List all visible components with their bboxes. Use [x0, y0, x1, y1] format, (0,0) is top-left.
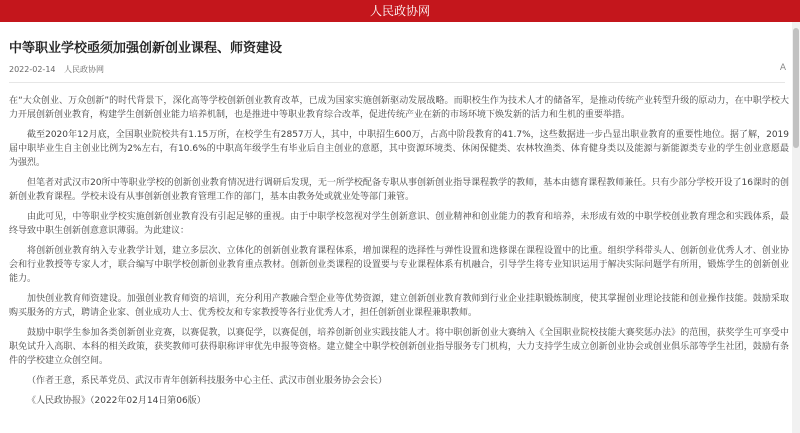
paragraph: 但笔者对武汉市20所中等职业学校的创新创业教育情况进行调研后发现，无一所学校配备专职从事创新创业指导课程教学的教师，基本由德育课程教师兼任。只有少部分学校开设了16课时的创新创业教育课程。学校未设有从事创新创业教育管理工作的部门，基本由教务处或就业处等部门兼管。: [9, 178, 789, 202]
paragraph: 截至2020年12月底，全国职业院校共有1.15万所，在校学生有2857万人，其中，中职招生600万，占高中阶段教育的41.7%，这些数据进一步凸显出职业教育的重要性地位。据了解，2019届中职毕业生自主创业比例为2%左右，有10.6%的中职高年级学生有毕业后自主创业的意愿，其中资源环境类、休闲保健类、农林牧渔类、体育健身类以及能源与新能源类专业的学生创业意愿最为强烈。: [9, 130, 789, 168]
site-title[interactable]: 人民政协网: [369, 4, 430, 18]
top-bar: [0, 0, 800, 22]
paragraph: 由此可见，中等职业学校实施创新创业教育没有引起足够的重视。由于中职学校忽视对学生创新意识、创业精神和创业能力的教育和培养，未形成有效的中职学校创业教育理念和实践体系，最终导致中职生创新创意意识薄弱。为此建议：: [9, 212, 789, 236]
paragraph: 在“大众创业、万众创新”的时代背景下，深化高等学校创新创业教育改革，已成为国家实施创新驱动发展战略。而职校生作为技术人才的储备军，是推动传统产业转型升级的原动力，在中职学校大力开展创新创业教育，构建学生创新创业能力培养机制，也是推进中等职业教育综合改革，促进传统产业在新的市场环境下焕发新的活力和生机的重要举措。: [9, 96, 789, 120]
article-container: [0, 22, 792, 433]
paragraph: 加快创业教育师资建设。加强创业教育师资的培训，充分利用产教融合型企业等优势资源，建立创新创业教育教师到行业企业挂职锻炼制度，使其掌握创业理论技能和创业操作技能。鼓励采取购买服务的方式，聘请企业家、创业成功人士、优秀校友和专家教授等各行业优秀人才，担任创新创业课程兼职教师。: [9, 294, 789, 318]
article-meta: [9, 64, 110, 76]
article-date: 2022-02-14: [9, 65, 56, 74]
scrollbar-thumb[interactable]: [793, 28, 799, 148]
divider: [9, 82, 785, 83]
print-source: 《人民政协报》（2022年02月14日第06版）: [27, 396, 206, 406]
paragraph: 将创新创业教育纳入专业教学计划，建立多层次、立体化的创新创业教育课程体系，增加课程的选择性与弹性设置和选修课在课程设置中的比重。组织学科带头人、创新创业优秀人才、创业协会和行业教授等专家人才，联合编写中职学校创新创业教育重点教材。创新创业类课程的设置要与专业课程体系有机融合，引导学生将专业知识运用于解决实际问题学有所用，锻炼学生的创新创业能力。: [9, 246, 789, 284]
font-size-button[interactable]: A: [779, 63, 786, 73]
author-note: （作者王意，系民革党员、武汉市青年创新科技服务中心主任、武汉市创业服务协会会长）: [27, 376, 388, 386]
article-title: 中等职业学校亟须加强创新创业课程、师资建设: [9, 41, 283, 56]
article-source: 人民政协网: [64, 65, 105, 74]
article-body: [9, 94, 789, 414]
paragraph: 鼓励中职学生参加各类创新创业竞赛，以赛促教，以赛促学，以赛促创，培养创新创业实践技能人才。将中职创新创业大赛纳入《全国职业院校技能大赛奖惩办法》的范围，获奖学生可享受中职免试升入高职、本科的相关政策，获奖教师可获得职称评审优先申报等资格。建立健全中职学校创新创业指导服务专门机构，大力支持学生成立创新创业协会或创业俱乐部等学生社团，鼓励有条件的学校建立众创空间。: [9, 328, 789, 366]
vertical-scrollbar[interactable]: [792, 22, 800, 433]
